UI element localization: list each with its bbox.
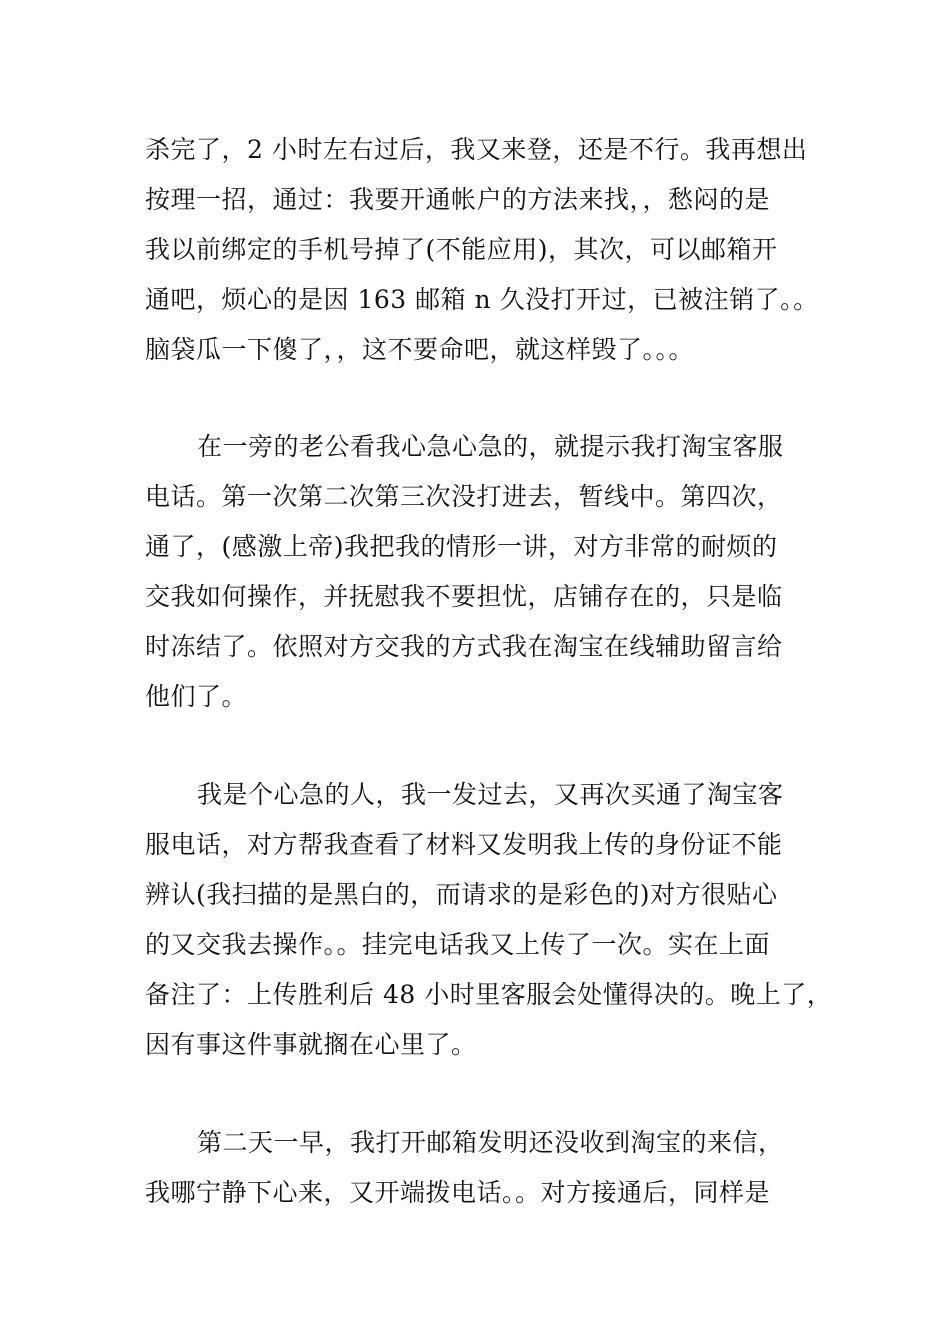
paragraph-line: 因有事这件事就搁在心里了。 [145, 1030, 477, 1059]
paragraph-4 [145, 1118, 825, 1218]
paragraph-line: 他们了。 [145, 682, 248, 711]
paragraph-line: 通吧，烦心的是因 163 邮箱 n 久没打开过，已被注销了。。 [145, 285, 819, 314]
paragraph-line: 辨认(我扫描的是黑白的，而请求的是彩色的)对方很贴心 [145, 880, 778, 909]
paragraph-line: 备注了：上传胜利后 48 小时里客服会处懂得决的。晚上了， [145, 980, 833, 1009]
paragraph-line: 脑袋瓜一下傻了，，这不要命吧，就这样毁了。。。 [145, 335, 695, 364]
paragraph-line: 交我如何操作，并抚慰我不要担忧，店铺存在的，只是临 [145, 582, 783, 611]
paragraph-line: 在一旁的老公看我心急心急的，就提示我打淘宝客服 [197, 432, 784, 461]
paragraph-line: 按理一招，通过：我要开通帐户的方法来找，，愁闷的是 [145, 185, 771, 214]
paragraph-line: 的又交我去操作。。挂完电话我又上传了一次。实在上面 [145, 930, 771, 959]
paragraph-line: 杀完了，2 小时左右过后，我又来登，还是不行。我再想出 [145, 135, 808, 164]
paragraph-line: 通了，(感激上帝)我把我的情形一讲，对方非常的耐烦的 [145, 532, 778, 561]
paragraph-line: 第二天一早，我打开邮箱发明还没收到淘宝的来信， [197, 1128, 784, 1157]
paragraph-line: 电话。第一次第二次第三次没打进去，暂线中。第四次， [145, 482, 783, 511]
paragraph-line: 服电话，对方帮我查看了材料又发明我上传的身份证不能 [145, 830, 783, 859]
paragraph-line: 我以前绑定的手机号掉了(不能应用)，其次，可以邮箱开 [145, 235, 778, 264]
paragraph-line: 时冻结了。依照对方交我的方式我在淘宝在线辅助留言给 [145, 632, 783, 661]
paragraph-line: 我哪宁静下心来，又开端拨电话。。对方接通后，同样是 [145, 1178, 771, 1207]
paragraph-3 [145, 770, 833, 1070]
paragraph-1 [145, 125, 825, 375]
paragraph-2 [145, 422, 825, 722]
paragraph-line: 我是个心急的人，我一发过去，又再次买通了淘宝客 [197, 780, 784, 809]
